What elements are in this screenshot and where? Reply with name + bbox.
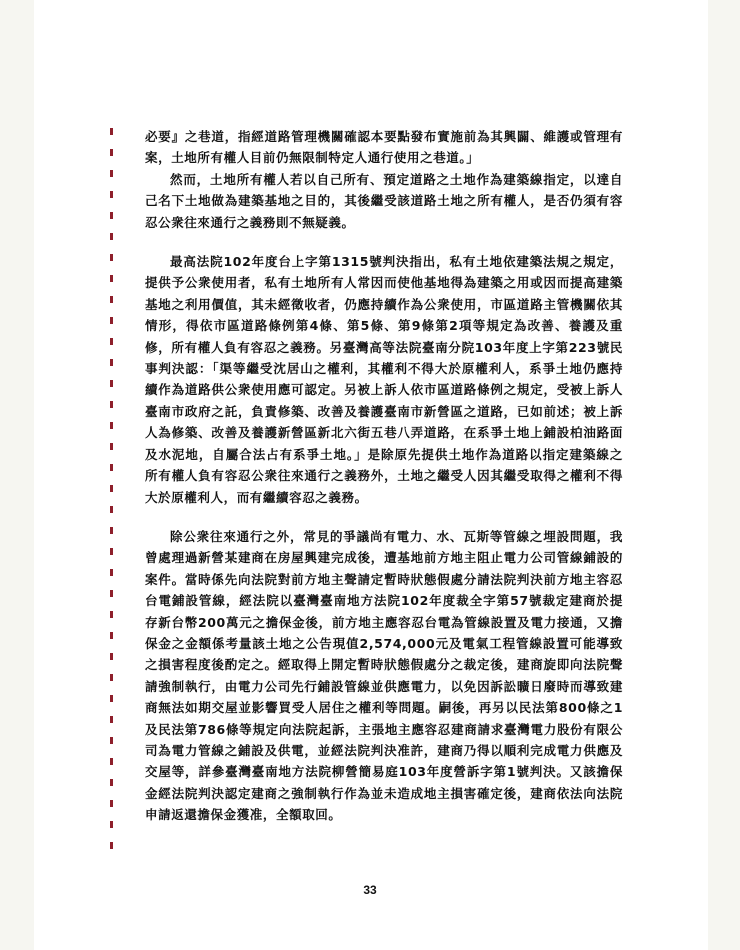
- page-number: 33: [363, 883, 377, 897]
- paragraph-3: 最高法院102年度台上字第1315號判決指出，私有土地依建築法規之規定，提供予公衆使用者，私有土地所有人常因而使他基地得為建築之用或因而提高建築基地之利用價值，其未經徵收者，仍應持續作為公衆使用，市區道路主管機關依其情形，得依市區道路條例第4條、第5條、第9條第2項等規定為改善、養護及重修，所有權人負有容忍之義務。另臺灣高等法院臺南分院103年度上字第223號民事判決認：「渠等繼受沈居山之權利，其權利不得大於原權利人，系爭土地仍應持續作為道路供公衆使用應可認定。另被上訴人依市區道路條例之規定，受被上訴人臺南市政府之託，負責修築、改善及養護臺南市新營區之道路，已如前述；被上訴人為修築、改善及養護新營區新北六街五巷八弄道路，在系爭土地上鋪設柏油路面及水泥地，自屬合法占有系爭土地。」是除原先提供土地作為道路以指定建築線之所有權人負有容忍公衆往來通行之義務外，土地之繼受人因其繼受取得之權利不得大於原權利人，而有繼續容忍之義務。: [145, 254, 623, 505]
- page-body: [145, 126, 623, 826]
- paragraph-4: 除公衆往來通行之外，常見的爭議尚有電力、水、瓦斯等管線之埋設問題，我曾處理過新營某建商在房屋興建完成後，遭基地前方地主阻止電力公司管線鋪設的案件。當時係先向法院對前方地主聲請定暫時狀態假處分請法院判決前方地主容忍台電鋪設管線，經法院以臺灣臺南地方法院102年度裁全字第57號裁定建商於提存新台幣200萬元之擔保金後，前方地主應容忍台電為管線設置及電力接通，又擔保金之金額係考量該土地之公告現值2,574,000元及電氣工程管線設置可能導致之損害程度後酌定之。經取得上開定暫時狀態假處分之裁定後，建商旋即向法院聲請強制執行，由電力公司先行鋪設管線並供應電力，以免因訴訟曠日廢時而導致建商無法如期交屋並影響買受人居住之權利等問題。嗣後，再另以民法第800條之1及民法第786條等規定向法院起訴，主張地主應容忍建商請求臺灣電力股份有限公司為電力管線之鋪設及供電，並經法院判決准許，建商乃得以順利完成電力供應及交屋等，詳參臺灣臺南地方法院柳營簡易庭103年度營訴字第1號判決。又該擔保金經法院判決認定建商之強制執行作為並未造成地主損害確定後，建商依法向法院申請返還擔保金獲准，全額取回。: [145, 528, 623, 823]
- paragraph-1: 必要』之巷道，指經道路管理機關確認本要點發布實施前為其興闢、維護或管理有案，土地所有權人目前仍無限制特定人通行使用之巷道。」: [145, 129, 623, 166]
- paragraph-2: 然而，土地所有權人若以自己所有、預定道路之土地作為建築線指定，以達自己名下土地做為建築基地之目的，其後繼受該道路土地之所有權人，是否仍須有容忍公衆往來通行之義務則不無疑義。: [145, 171, 623, 230]
- margin-dotted-line: [110, 128, 113, 858]
